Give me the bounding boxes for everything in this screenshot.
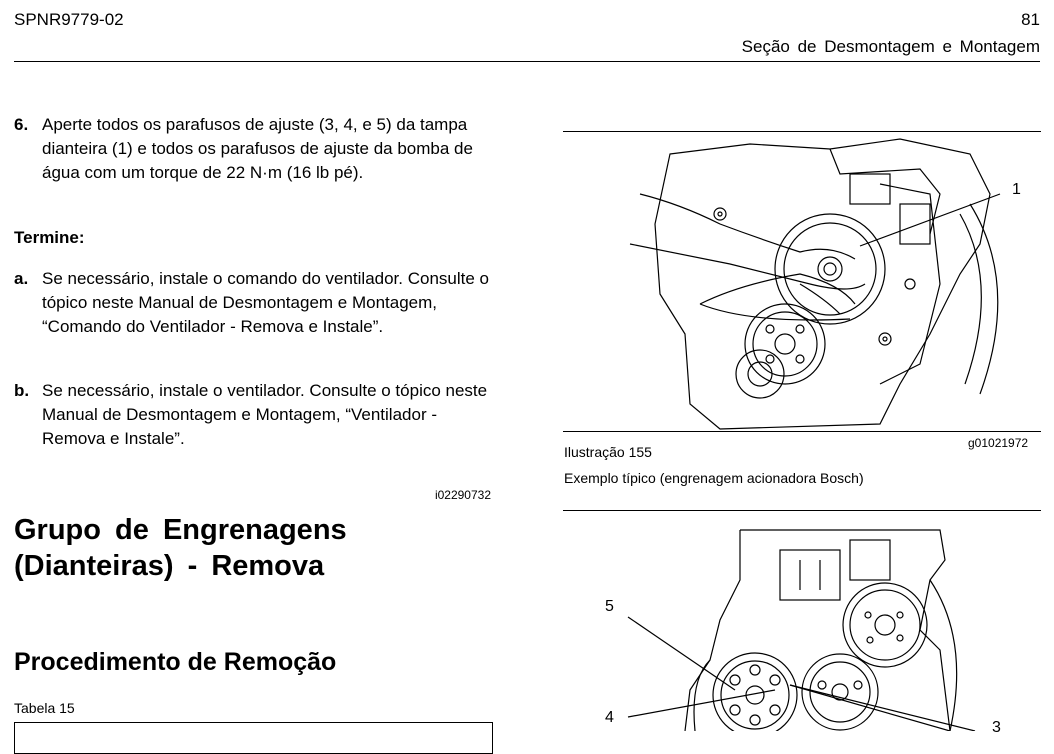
document-code: SPNR9779-02 (14, 10, 124, 29)
step-number: 6. (14, 115, 29, 134)
engine-gear-illustration (600, 134, 1040, 434)
step-text: Aperte todos os parafusos de ajuste (3, 4, e 5) da tampa dianteira (1) e todos os parafusos de ajuste da bomba de água com um torque de 22 N·m (16 lb pé). (42, 115, 473, 182)
graphic-id: g01021972 (968, 436, 1029, 450)
gear-train-illustration (600, 520, 1040, 731)
caption-rule (563, 431, 1041, 432)
step-b (14, 379, 494, 451)
step-text: Se necessário, instale o comando do ventilador. Consulte o tópico neste Manual de Desmontagem e Montagem, “Comando do Ventilador - Remova e Instale”. (42, 269, 489, 336)
step-letter: b. (14, 381, 30, 400)
callout-4: 4 (605, 709, 614, 726)
procedure-heading: Procedimento de Remoção (14, 648, 337, 676)
figure2-top-rule (563, 510, 1041, 511)
section-title: Seção de Desmontagem e Montagem (741, 37, 1040, 56)
figure-top-rule (563, 131, 1041, 132)
page-title: Grupo de Engrenagens (Dianteiras) - Remova (14, 514, 347, 582)
table-label: Tabela 15 (14, 700, 75, 716)
table-frame (14, 722, 493, 754)
page-number: 81 (1021, 10, 1040, 29)
step-text: Se necessário, instale o ventilador. Consulte o tópico neste Manual de Desmontagem e Montagem, “Ventilador - Remova e Instale”. (42, 381, 488, 448)
step-6 (14, 113, 494, 185)
step-a (14, 267, 494, 339)
figure-caption: Ilustração 155 (564, 444, 652, 460)
document-id: i02290732 (434, 488, 491, 502)
finish-heading: Termine: (14, 228, 85, 247)
callout-1: 1 (1012, 181, 1021, 198)
step-letter: a. (14, 269, 29, 288)
callout-3: 3 (992, 719, 1001, 736)
callout-5: 5 (605, 598, 614, 615)
header-divider (14, 61, 1040, 62)
figure-description: Exemplo típico (engrenagem acionadora Bosch) (564, 470, 864, 486)
